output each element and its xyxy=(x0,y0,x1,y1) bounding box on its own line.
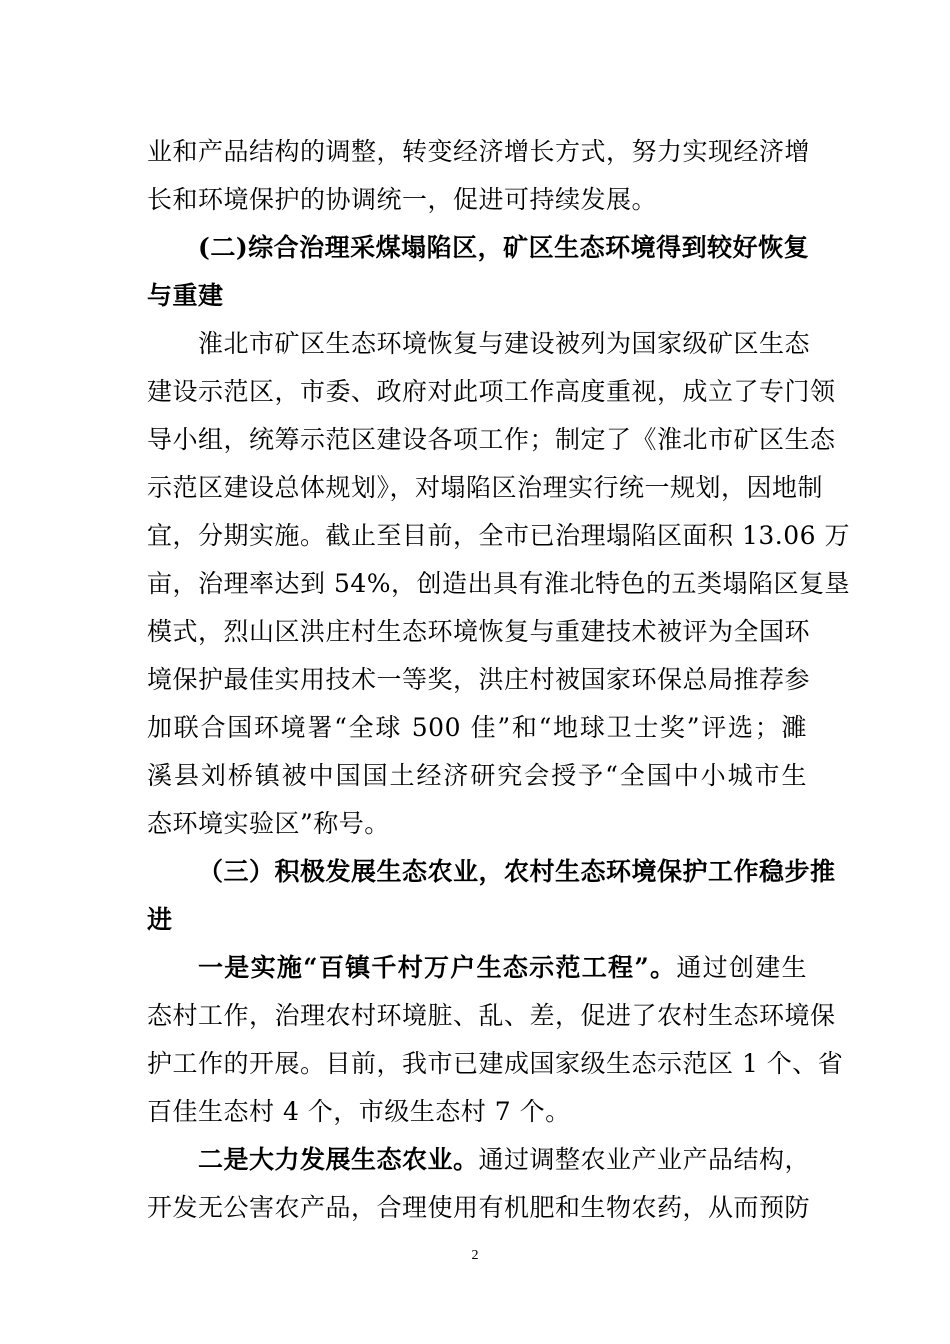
paragraph-first-line xyxy=(198,1142,811,1178)
text-line: 百佳生态村 4 个，市级生态村 7 个。 xyxy=(147,1097,571,1126)
text-line: 溪县刘桥镇被中国国土经济研究会授予“全国中小城市生 xyxy=(147,761,807,790)
paragraph-rest: 通过调整农业产业产品结构， xyxy=(478,1145,811,1174)
section-heading: 与重建 xyxy=(147,281,224,310)
text-line: 模式，烈山区洪庄村生态环境恢复与重建技术被评为全国环 xyxy=(147,617,811,646)
page-number: 2 xyxy=(471,1248,479,1263)
text-line: 加联合国环境署“全球 500 佳”和“地球卫士奖”评选；濉 xyxy=(147,713,807,742)
text-line: 态村工作，治理农村环境脏、乱、差，促进了农村生态环境保 xyxy=(147,1001,836,1030)
text-line: 建设示范区，市委、政府对此项工作高度重视，成立了专门领 xyxy=(147,377,836,406)
text-line: 境保护最佳实用技术一等奖，洪庄村被国家环保总局推荐参 xyxy=(147,665,811,694)
paragraph-lead: 一是实施“百镇千村万户生态示范工程”。 xyxy=(198,953,677,982)
text-line: 开发无公害农产品，合理使用有机肥和生物农药，从而预防 xyxy=(147,1193,811,1222)
text-line: 宜，分期实施。截止至目前，全市已治理塌陷区面积 13.06 万 xyxy=(147,521,850,550)
section-heading: （三）积极发展生态农业，农村生态环境保护工作稳步推 xyxy=(198,857,836,886)
section-heading: 进 xyxy=(147,905,173,934)
section-heading: (二)综合治理采煤塌陷区，矿区生态环境得到较好恢复 xyxy=(198,233,810,262)
text-line: 淮北市矿区生态环境恢复与建设被列为国家级矿区生态 xyxy=(198,329,811,358)
text-line: 业和产品结构的调整，转变经济增长方式，努力实现经济增 xyxy=(147,137,811,166)
text-line: 护工作的开展。目前，我市已建成国家级生态示范区 1 个、省 xyxy=(147,1049,844,1078)
paragraph-first-line xyxy=(198,950,807,986)
text-line: 态环境实验区”称号。 xyxy=(147,809,390,838)
paragraph-lead: 二是大力发展生态农业。 xyxy=(198,1145,479,1174)
text-line: 示范区建设总体规划》，对塌陷区治理实行统一规划，因地制 xyxy=(147,473,824,502)
paragraph-rest: 通过创建生 xyxy=(676,953,807,982)
text-line: 导小组，统筹示范区建设各项工作；制定了《淮北市矿区生态 xyxy=(147,425,836,454)
text-line: 亩，治理率达到 54%，创造出具有淮北特色的五类塌陷区复垦 xyxy=(147,569,851,598)
text-line: 长和环境保护的协调统一，促进可持续发展。 xyxy=(147,185,658,214)
